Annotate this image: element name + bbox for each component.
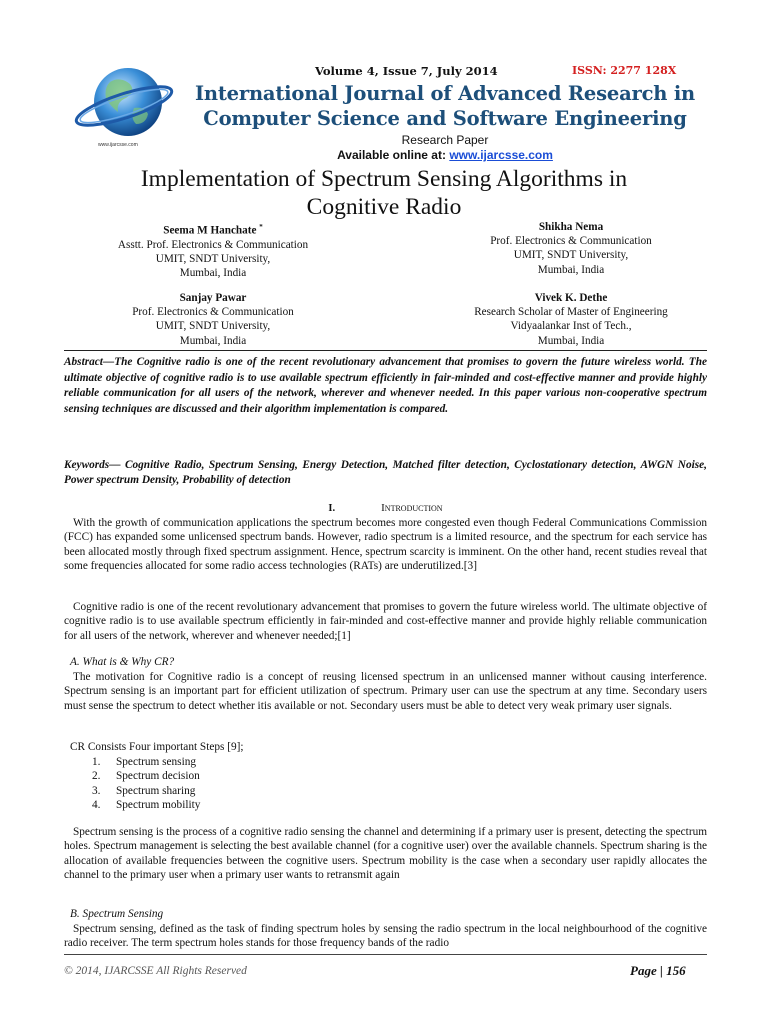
- paper-title-line1: Implementation of Spectrum Sensing Algorithms in: [140, 166, 628, 192]
- steps-intro: CR Consists Four important Steps [9];: [70, 741, 244, 753]
- section-title: Introduction: [381, 502, 443, 514]
- available-online: [150, 148, 740, 162]
- author-block: [452, 291, 690, 348]
- journal-title-line2: Computer Science and Software Engineering: [203, 107, 687, 130]
- list-item: 2. Spectrum decision: [92, 770, 200, 783]
- steps-list: [92, 755, 200, 813]
- author-affiliation: Research Scholar of Master of Engineering: [474, 306, 668, 319]
- author-name: Seema M Hanchate *: [163, 223, 263, 237]
- corresponding-mark: *: [259, 223, 263, 231]
- author-affiliation: Vidyaalankar Inst of Tech.,: [510, 320, 632, 333]
- author-affiliation: Mumbai, India: [537, 334, 605, 347]
- abstract: Abstract—The Cognitive radio is one of the recent revolutionary advancement that promises to govern the future wireless world. The ultimate objective of cognitive radio is to use available spectrum efficiently in fair-minded and cost-effective manner and provide highly reliable communication for all users of the network, wherever and whenever needed. In this paper various non-cooperative spectrum sensing techniques are discussed and their algorithm implementation is compared.: [64, 356, 707, 415]
- keywords: Keywords— Cognitive Radio, Spectrum Sensing, Energy Detection, Matched filter detection, Cyclostationary detection, AWGN Noise, Power spectrum Density, Probability of detection: [64, 459, 707, 487]
- divider: [64, 350, 707, 351]
- paragraph: Spectrum sensing, defined as the task of finding spectrum holes by sensing the radio spectrum in the local neighbourhood of the cognitive radio receiver. The term spectrum holes stands for those frequency bands of the radio: [64, 923, 707, 950]
- paragraph: With the growth of communication applications the spectrum becomes more congested even though Federal Communications Commission (FCC) has expanded some unlicensed spectrum bands. However, radio spectrum is a limited resource, and the spectrum for each service has been allocated mostly through fixed spectrum assignment. Hence, spectrum scarcity is imminent. On the other hand, recent studies reveal that some frequencies allocated for some radio access technologies (RATs) are underutilized.[3]: [64, 517, 707, 573]
- paragraph: The motivation for Cognitive radio is a concept of reusing licensed spectrum in an unlicensed manner without causing interference. Spectrum sensing is an important part for efficient utilization of spectrum. Primary user can use the spectrum at any time. Secondary users must sense the spectrum to detect whether itis available or not. Secondary users must be able to detect very weak primary user signals.: [64, 671, 707, 712]
- author-affiliation: UMIT, SNDT University,: [155, 320, 271, 333]
- subsection-heading: A. What is & Why CR?: [70, 656, 175, 668]
- author-block: [452, 220, 690, 277]
- footer-divider: [64, 954, 707, 955]
- author-affiliation: Prof. Electronics & Communication: [490, 235, 652, 248]
- available-prefix: Available online at:: [337, 148, 450, 162]
- page-number: Page | 156: [630, 963, 686, 978]
- author-block: [95, 220, 331, 281]
- author-affiliation: Prof. Electronics & Communication: [132, 306, 294, 319]
- author-affiliation: Mumbai, India: [537, 263, 605, 276]
- volume-issue: Volume 4, Issue 7, July 2014: [315, 64, 498, 78]
- paragraph: Cognitive radio is one of the recent revolutionary advancement that promises to govern the future wireless world. The ultimate objective of cognitive radio is to use available spectrum efficiently in fair-minded and cost-effective manner and provide highly reliable communication for all users of the network, wherever and whenever needed;[1]: [64, 601, 707, 642]
- author-name: Vivek K. Dethe: [534, 292, 608, 304]
- section-heading: [64, 502, 707, 514]
- journal-title-line1: International Journal of Advanced Research in: [194, 82, 696, 105]
- author-block: [95, 291, 331, 348]
- author-affiliation: Mumbai, India: [179, 267, 247, 280]
- author-affiliation: Asstt. Prof. Electronics & Communication: [117, 238, 309, 251]
- subsection-heading: B. Spectrum Sensing: [70, 908, 164, 920]
- list-item: 4. Spectrum mobility: [92, 799, 201, 812]
- author-affiliation: UMIT, SNDT University,: [513, 249, 629, 262]
- author-name: Sanjay Pawar: [179, 292, 247, 304]
- author-affiliation: UMIT, SNDT University,: [155, 253, 271, 266]
- author-name: Shikha Nema: [538, 221, 604, 233]
- author-affiliation: Mumbai, India: [179, 334, 247, 347]
- section-number: I.: [328, 503, 336, 514]
- journal-website-link[interactable]: www.ijarcsse.com: [449, 148, 553, 162]
- list-item: 3. Spectrum sharing: [92, 784, 196, 797]
- copyright: © 2014, IJARCSSE All Rights Reserved: [64, 965, 247, 977]
- list-item: 1. Spectrum sensing: [92, 756, 197, 768]
- issn: ISSN: 2277 128X: [572, 64, 677, 77]
- paper-type: Research Paper: [401, 133, 489, 147]
- paragraph: Spectrum sensing is the process of a cognitive radio sensing the channel and determining if a primary user is present, detecting the spectrum holes. Spectrum management is selecting the best available channel (for a cognitive user) over the available channels. Spectrum sharing is the allocation of available frequencies between the cognitive users. Spectrum mobility is the case when a secondary user rapidly allocates the channel to the primary user when a primary user wants to retransmit again: [64, 826, 708, 882]
- logo-url: www.ijarcsse.com: [98, 142, 138, 148]
- paper-title-line2: Cognitive Radio: [306, 194, 462, 220]
